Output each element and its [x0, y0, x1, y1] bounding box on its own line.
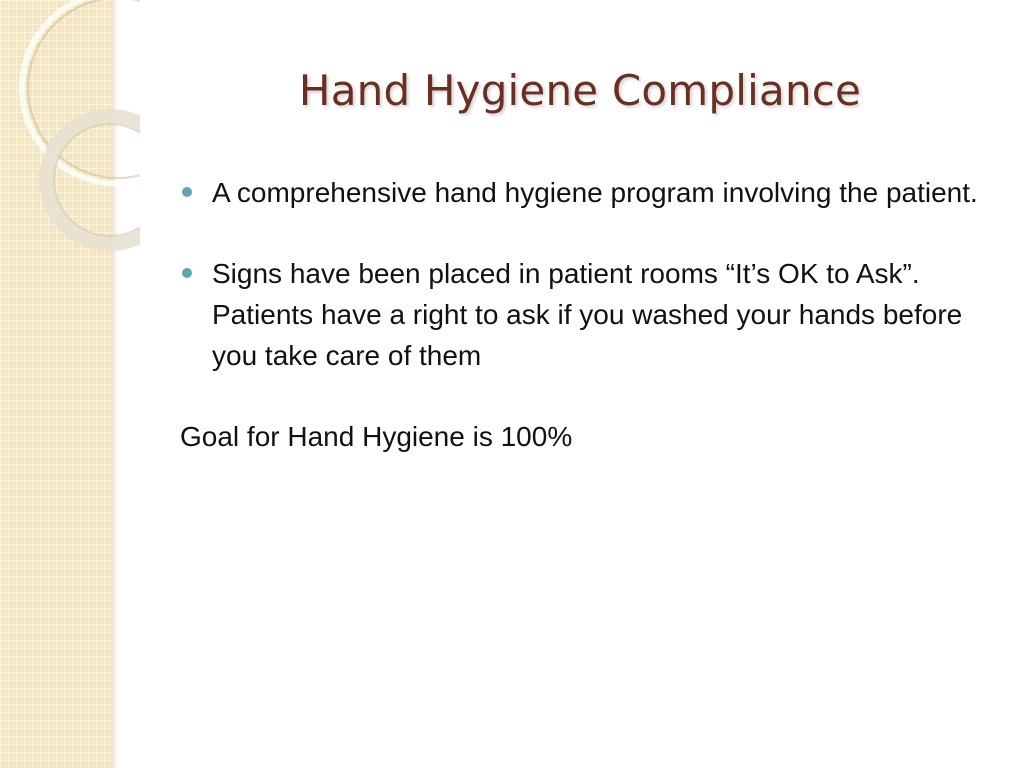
circle-bullet-icon: [182, 187, 192, 197]
bullet-item: [180, 253, 1000, 376]
ring-decoration: [0, 0, 140, 300]
circle-bullet-icon: [182, 268, 192, 278]
bullet-text: A comprehensive hand hygiene program involving the patient.: [212, 177, 978, 208]
slide-title: Hand Hygiene Compliance: [298, 66, 862, 115]
bullet-text: Signs have been placed in patient rooms “It’s OK to Ask”. Patients have a right to ask if you washed your hands before you take care of them: [212, 258, 963, 371]
slide-content: [180, 172, 1000, 457]
large-ring-decoration: [22, 0, 140, 184]
goal-statement: Goal for Hand Hygiene is 100%: [180, 421, 573, 452]
bullet-item: [180, 172, 1000, 213]
